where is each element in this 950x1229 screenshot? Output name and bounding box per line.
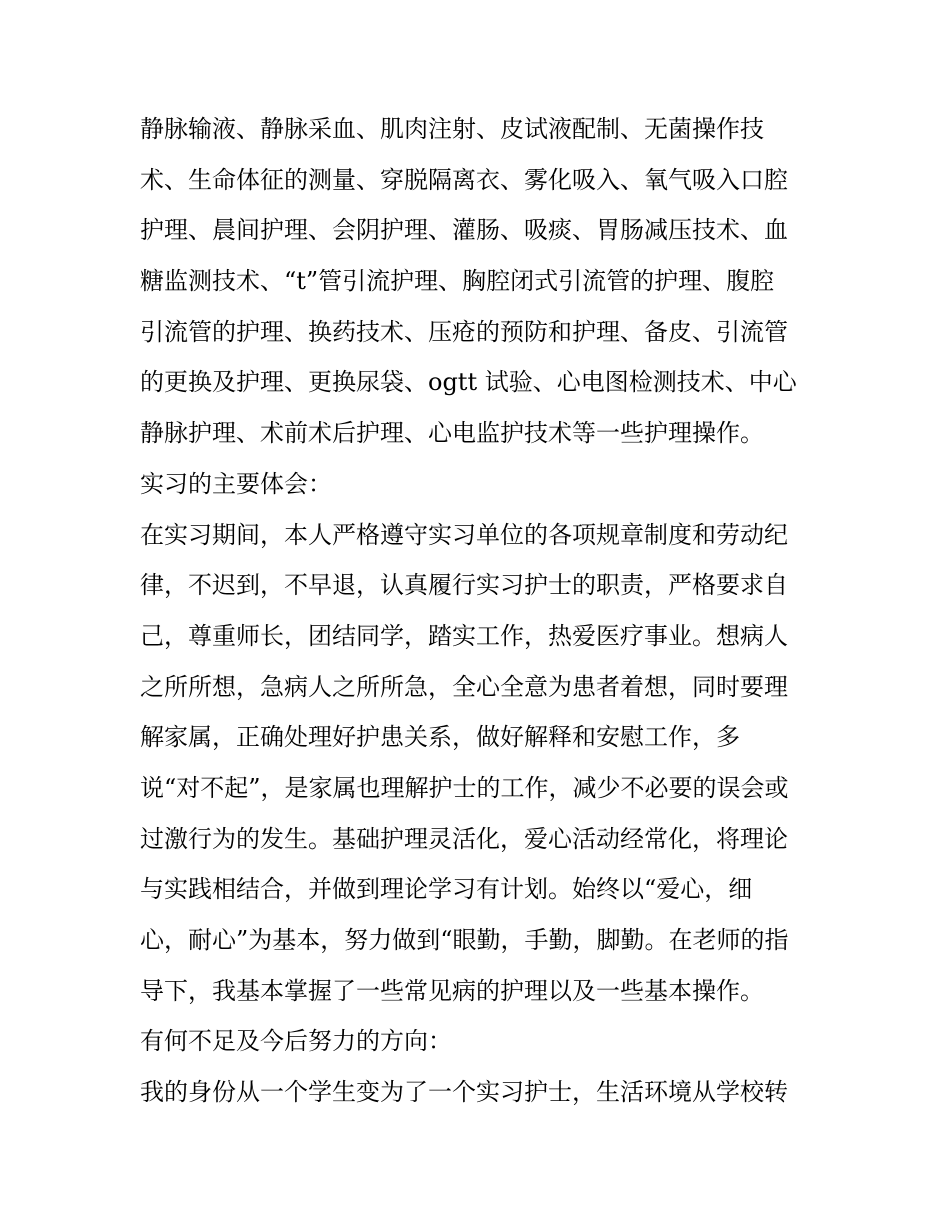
text-line: 心，耐心”为基本，努力做到“眼勤，手勤，脚勤。在老师的指 (140, 926, 789, 954)
text-line: 糖监测技术、“t”管引流护理、胸腔闭式引流管的护理、腹腔 (140, 267, 775, 296)
text-line: 在实习期间，本人严格遵守实习单位的各项规章制度和劳动纪 (140, 520, 788, 549)
document-body (140, 104, 820, 1118)
section-heading-experience: 实习的主要体会： (140, 469, 332, 498)
text-line: 术、生命体征的测量、穿脱隔离衣、雾化吸入、氧气吸入口腔 (140, 165, 788, 194)
section-heading-improvement: 有何不足及今后努力的方向： (140, 1027, 452, 1056)
text-line: 引流管的护理、换药技术、压疮的预防和护理、备皮、引流管 (140, 317, 788, 346)
text-line: 解家属，正确处理好护患关系，做好解释和安慰工作，多 (140, 723, 740, 752)
text-line: 护理、晨间护理、会阴护理、灌肠、吸痰、胃肠减压技术、血 (140, 216, 788, 245)
text-line: 与实践相结合，并做到理论学习有计划。始终以“爱心，细 (140, 875, 753, 904)
text-line: 己，尊重师长，团结同学，踏实工作，热爱医疗事业。想病人 (140, 621, 788, 650)
text-line: 说“对不起”，是家属也理解护士的工作，减少不必要的误会或 (140, 773, 789, 802)
text-line: 之所所想，急病人之所所急，全心全意为患者着想，同时要理 (140, 672, 788, 701)
text-line: 律，不迟到，不早退，认真履行实习护士的职责，严格要求自 (140, 571, 788, 600)
text-line: 导下，我基本掌握了一些常见病的护理以及一些基本操作。 (140, 976, 764, 1005)
text-line: 的更换及护理、更换尿袋、ogtt 试验、心电图检测技术、中心 (140, 368, 797, 397)
text-line: 我的身份从一个学生变为了一个实习护士，生活环境从学校转 (140, 1078, 788, 1107)
text-line: 过激行为的发生。基础护理灵活化，爱心活动经常化，将理论 (140, 824, 788, 853)
text-line: 静脉输液、静脉采血、肌肉注射、皮试液配制、无菌操作技 (140, 115, 764, 143)
text-line: 静脉护理、术前术后护理、心电监护技术等一些护理操作。 (140, 419, 764, 448)
